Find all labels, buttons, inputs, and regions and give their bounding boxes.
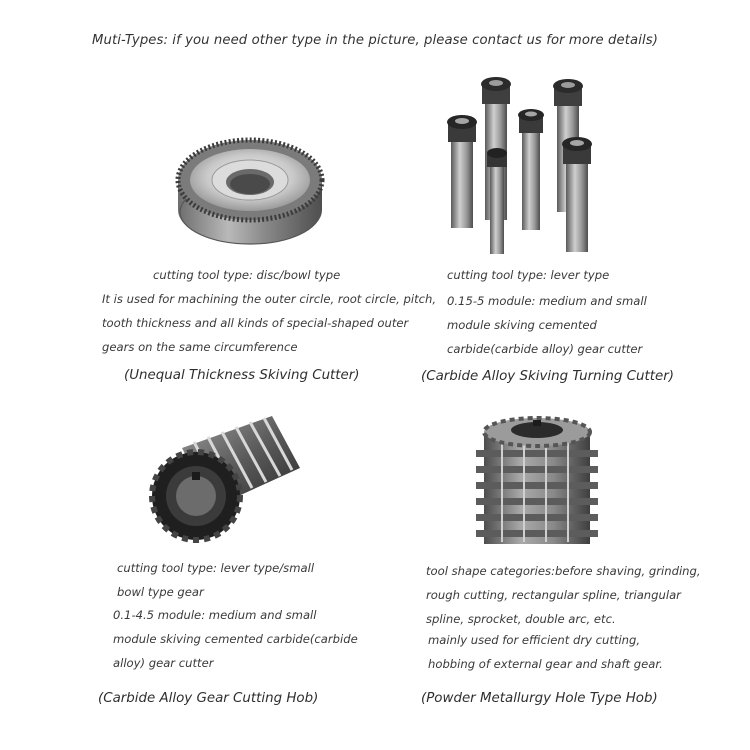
product-description: It is used for machining the outer circle, root circle, pitch, bbox=[102, 292, 437, 306]
product-description: gears on the same circumference bbox=[102, 340, 298, 354]
product-caption: (Carbide Alloy Gear Cutting Hob) bbox=[98, 691, 319, 706]
hob-bore bbox=[176, 476, 216, 516]
product-description: tooth thickness and all kinds of special-shaped outer bbox=[102, 316, 409, 330]
lever-cutter bbox=[447, 115, 477, 228]
product-description: mainly used for efficient dry cutting, bbox=[428, 633, 641, 647]
product-description: tool shape categories:before shaving, grinding, bbox=[426, 564, 701, 578]
lever-cutters-image bbox=[440, 72, 610, 262]
product-description: cutting tool type: lever type/small bbox=[117, 561, 315, 575]
lever-cutter bbox=[518, 109, 544, 230]
product-description: cutting tool type: lever type bbox=[447, 268, 610, 282]
product-description: carbide(carbide alloy) gear cutter bbox=[447, 342, 643, 356]
lever-cutter bbox=[487, 148, 507, 254]
product-description: rough cutting, rectangular spline, triangular bbox=[426, 588, 681, 602]
page-header: Muti-Types: if you need other type in the picture, please contact us for more details) bbox=[92, 33, 658, 48]
product-description: module skiving cemented bbox=[447, 318, 597, 332]
gear-hob-image bbox=[152, 408, 304, 548]
product-description: bowl type gear bbox=[117, 585, 204, 599]
product-description: hobbing of external gear and shaft gear. bbox=[428, 657, 663, 671]
product-caption: (Unequal Thickness Skiving Cutter) bbox=[124, 368, 360, 383]
product-caption: (Powder Metallurgy Hole Type Hob) bbox=[421, 691, 658, 706]
product-caption: (Carbide Alloy Skiving Turning Cutter) bbox=[421, 369, 674, 384]
product-description: spline, sprocket, double arc, etc. bbox=[426, 612, 616, 626]
lever-cutter bbox=[562, 137, 592, 252]
product-description: alloy) gear cutter bbox=[113, 656, 214, 670]
product-description: cutting tool type: disc/bowl type bbox=[153, 268, 341, 282]
product-description: module skiving cemented carbide(carbide bbox=[113, 632, 358, 646]
product-description: 0.1-4.5 module: medium and small bbox=[113, 608, 317, 622]
product-description: 0.15-5 module: medium and small bbox=[447, 294, 647, 308]
pm-hob-image bbox=[472, 410, 602, 556]
skiving-cutter-image bbox=[170, 128, 330, 258]
